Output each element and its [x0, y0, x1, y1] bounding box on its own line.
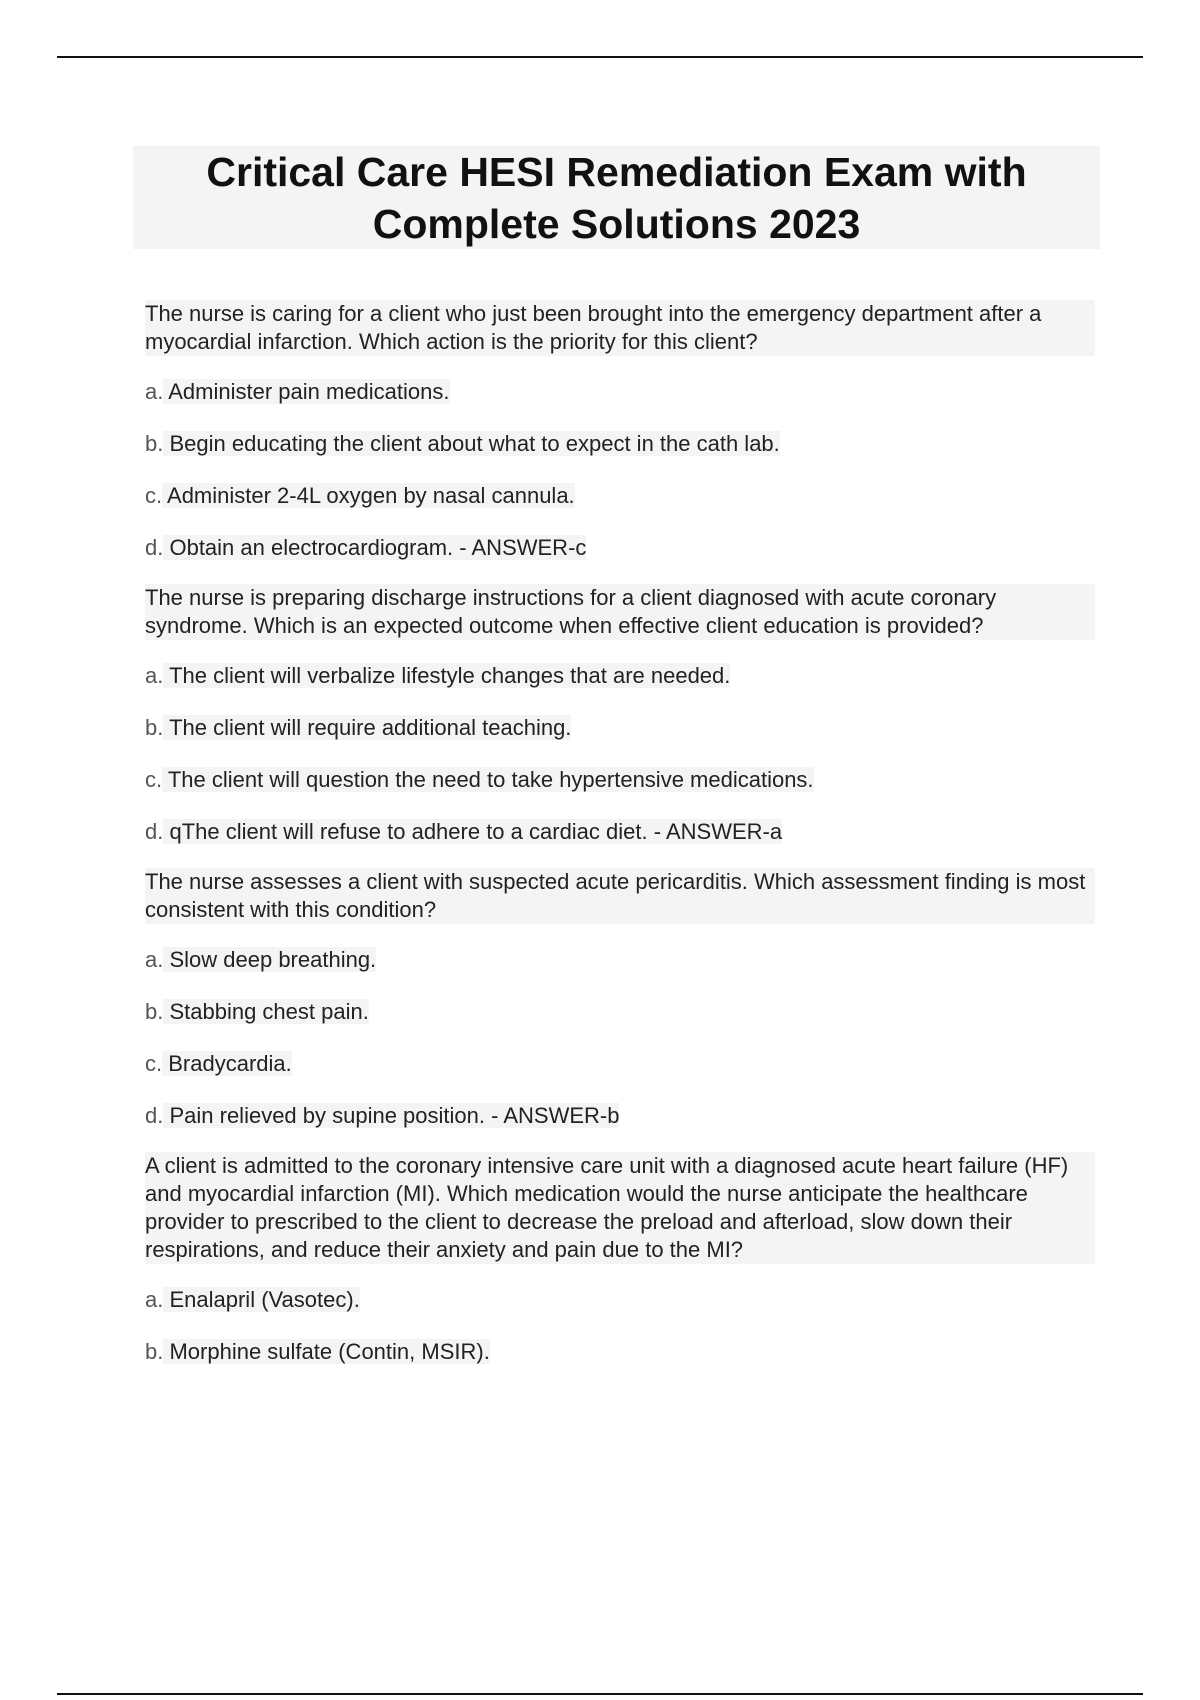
answer-option	[145, 378, 1095, 406]
option-text: The client will verbalize lifestyle changes that are needed.	[163, 663, 731, 688]
answer-option	[145, 534, 1095, 562]
option-text: qThe client will refuse to adhere to a cardiac diet. - ANSWER-a	[163, 819, 783, 844]
top-rule	[57, 56, 1143, 58]
option-letter: d.	[145, 1103, 164, 1128]
option-text: Enalapril (Vasotec).	[163, 1287, 360, 1312]
answer-option	[145, 946, 1095, 974]
option-text: Administer pain medications.	[163, 379, 450, 404]
question-text: The nurse is caring for a client who just been brought into the emergency department after a myocardial infarction. Which action is the priority for this client?	[145, 300, 1095, 356]
option-letter: a.	[145, 1287, 164, 1312]
option-letter: a.	[145, 663, 164, 688]
option-text: Stabbing chest pain.	[163, 999, 369, 1024]
option-letter: c.	[145, 483, 163, 508]
option-letter: c.	[145, 1051, 163, 1076]
title-line-2: Complete Solutions 2023	[372, 200, 861, 247]
question-block	[145, 1152, 1095, 1366]
answer-option	[145, 1050, 1095, 1078]
answer-option	[145, 430, 1095, 458]
answer-option	[145, 766, 1095, 794]
question-text: The nurse is preparing discharge instructions for a client diagnosed with acute coronary syndrome. Which is an expected outcome when effective client education is provided?	[145, 584, 1095, 640]
bottom-rule	[57, 1693, 1143, 1695]
title-banner	[133, 146, 1100, 249]
option-text: Morphine sulfate (Contin, MSIR).	[163, 1339, 490, 1364]
answer-option	[145, 482, 1095, 510]
answer-option	[145, 1338, 1095, 1366]
answer-option	[145, 662, 1095, 690]
answer-option	[145, 818, 1095, 846]
answer-option	[145, 1286, 1095, 1314]
option-letter: a.	[145, 379, 164, 404]
option-text: Bradycardia.	[162, 1051, 292, 1076]
question-block	[145, 868, 1095, 1130]
option-text: Administer 2-4L oxygen by nasal cannula.	[162, 483, 575, 508]
option-letter: c.	[145, 767, 163, 792]
answer-option	[145, 998, 1095, 1026]
option-letter: b.	[145, 1339, 164, 1364]
title-line-1: Critical Care HESI Remediation Exam with	[206, 148, 1027, 195]
option-letter: b.	[145, 715, 164, 740]
option-letter: b.	[145, 431, 164, 456]
option-text: Pain relieved by supine position. - ANSWER-b	[163, 1103, 620, 1128]
option-text: The client will require additional teaching.	[163, 715, 572, 740]
option-letter: b.	[145, 999, 164, 1024]
option-text: Slow deep breathing.	[163, 947, 377, 972]
question-block	[145, 300, 1095, 562]
question-list	[145, 300, 1095, 1366]
option-text: The client will question the need to take hypertensive medications.	[162, 767, 814, 792]
answer-option	[145, 714, 1095, 742]
option-letter: d.	[145, 535, 164, 560]
document-title	[206, 146, 1026, 250]
question-block	[145, 584, 1095, 846]
option-letter: a.	[145, 947, 164, 972]
answer-option	[145, 1102, 1095, 1130]
option-text: Obtain an electrocardiogram. - ANSWER-c	[163, 535, 587, 560]
option-letter: d.	[145, 819, 164, 844]
option-text: Begin educating the client about what to expect in the cath lab.	[163, 431, 780, 456]
question-text: The nurse assesses a client with suspected acute pericarditis. Which assessment finding is most consistent with this condition?	[145, 868, 1095, 924]
question-text: A client is admitted to the coronary intensive care unit with a diagnosed acute heart failure (HF) and myocardial infarction (MI). Which medication would the nurse anticipate the healthcare provider to prescribed to the client to decrease the preload and afterload, slow down their respirations, and reduce their anxiety and pain due to the MI?	[145, 1152, 1095, 1264]
